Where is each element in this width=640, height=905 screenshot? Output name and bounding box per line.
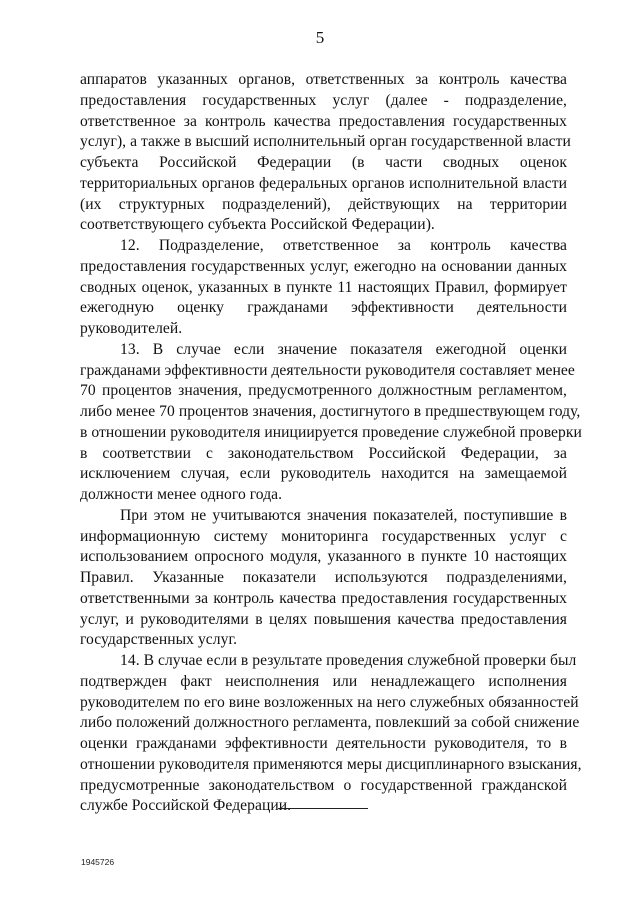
text-line: территориальных органов федеральных органов исполнительной власти (80, 174, 567, 192)
text-line: руководителем по его вине возложенных на него служебных обязанностей (80, 693, 579, 711)
paragraph-12-start: 12. Подразделение, ответственное за контроль качества (120, 237, 567, 254)
text-line: (их структурных подразделений), действующих на территории (80, 195, 567, 213)
document-code: 1945726 (81, 857, 115, 867)
paragraph-note-start: При этом не учитываются значения показателей, поступившие в (120, 506, 567, 524)
text-line: ежегодную оценку гражданами эффективности деятельности (80, 299, 567, 317)
text-line: услуг, и руководителями в целях повышения качества предоставления (80, 610, 567, 628)
paragraph-14-start: 14. В случае если в результате проведения служебной проверки был (120, 652, 577, 669)
text-line: 70 процентов значения, предусмотренного должностным регламентом, (80, 382, 567, 400)
text-line: ответственными за контроль качества предоставления государственных (80, 589, 567, 607)
text-line: исключением случая, если руководитель находится на замещаемой (80, 465, 567, 483)
text-line: руководителей. (80, 320, 183, 337)
text-line: государственных услуг. (80, 631, 238, 649)
text-line: предусмотренные законодательством о государственной гражданской (80, 776, 567, 794)
text-line: службе Российской Федерации. (80, 797, 292, 815)
end-separator-line (278, 808, 368, 809)
text-line: предоставления государственных услуг (далее - подразделение, (80, 91, 567, 109)
text-line: ответственное за контроль качества предоставления государственных (80, 112, 567, 130)
text-line: в соответствии с законодательством Российской Федерации, за (80, 444, 567, 462)
text-line: оценки гражданами эффективности деятельности руководителя, то в (80, 735, 567, 752)
text-line: либо менее 70 процентов значения, достигнутого в предшествующем году, (80, 403, 581, 420)
text-line: сводных оценок, указанных в пункте 11 настоящих Правил, формирует (80, 278, 567, 296)
page-number: 5 (315, 28, 325, 47)
text-line: гражданами эффективности деятельности руководителя составляет менее (80, 361, 575, 379)
text-line: либо положений должностного регламента, повлекший за собой снижение (80, 714, 580, 732)
text-line: предоставления государственных услуг, ежегодно на основании данных (80, 257, 567, 275)
text-line: информационную систему мониторинга государственных услуг с (80, 527, 567, 545)
text-line: соответствующего субъекта Российской Федерации). (80, 216, 435, 234)
text-line: услуг), а также в высший исполнительный орган государственной власти (80, 133, 571, 151)
text-line: Правил. Указанные показатели используются подразделениями, (80, 569, 567, 586)
paragraph-13-start: 13. В случае если значение показателя ежегодной оценки (120, 340, 567, 358)
text-line: использованием опросного модуля, указанного в пункте 10 настоящих (80, 548, 567, 566)
text-line: подтвержден факт неисполнения или ненадлежащего исполнения (80, 672, 567, 690)
text-line: отношении руководителя применяются меры дисциплинарного взыскания, (80, 755, 582, 773)
text-line: субъекта Российской Федерации (в части сводных оценок (80, 154, 567, 171)
text-line: аппаратов указанных органов, ответственных за контроль качества (80, 71, 567, 88)
text-line: должности менее одного года. (80, 486, 283, 503)
text-line: в отношении руководителя инициируется проведение служебной проверки (80, 423, 582, 441)
